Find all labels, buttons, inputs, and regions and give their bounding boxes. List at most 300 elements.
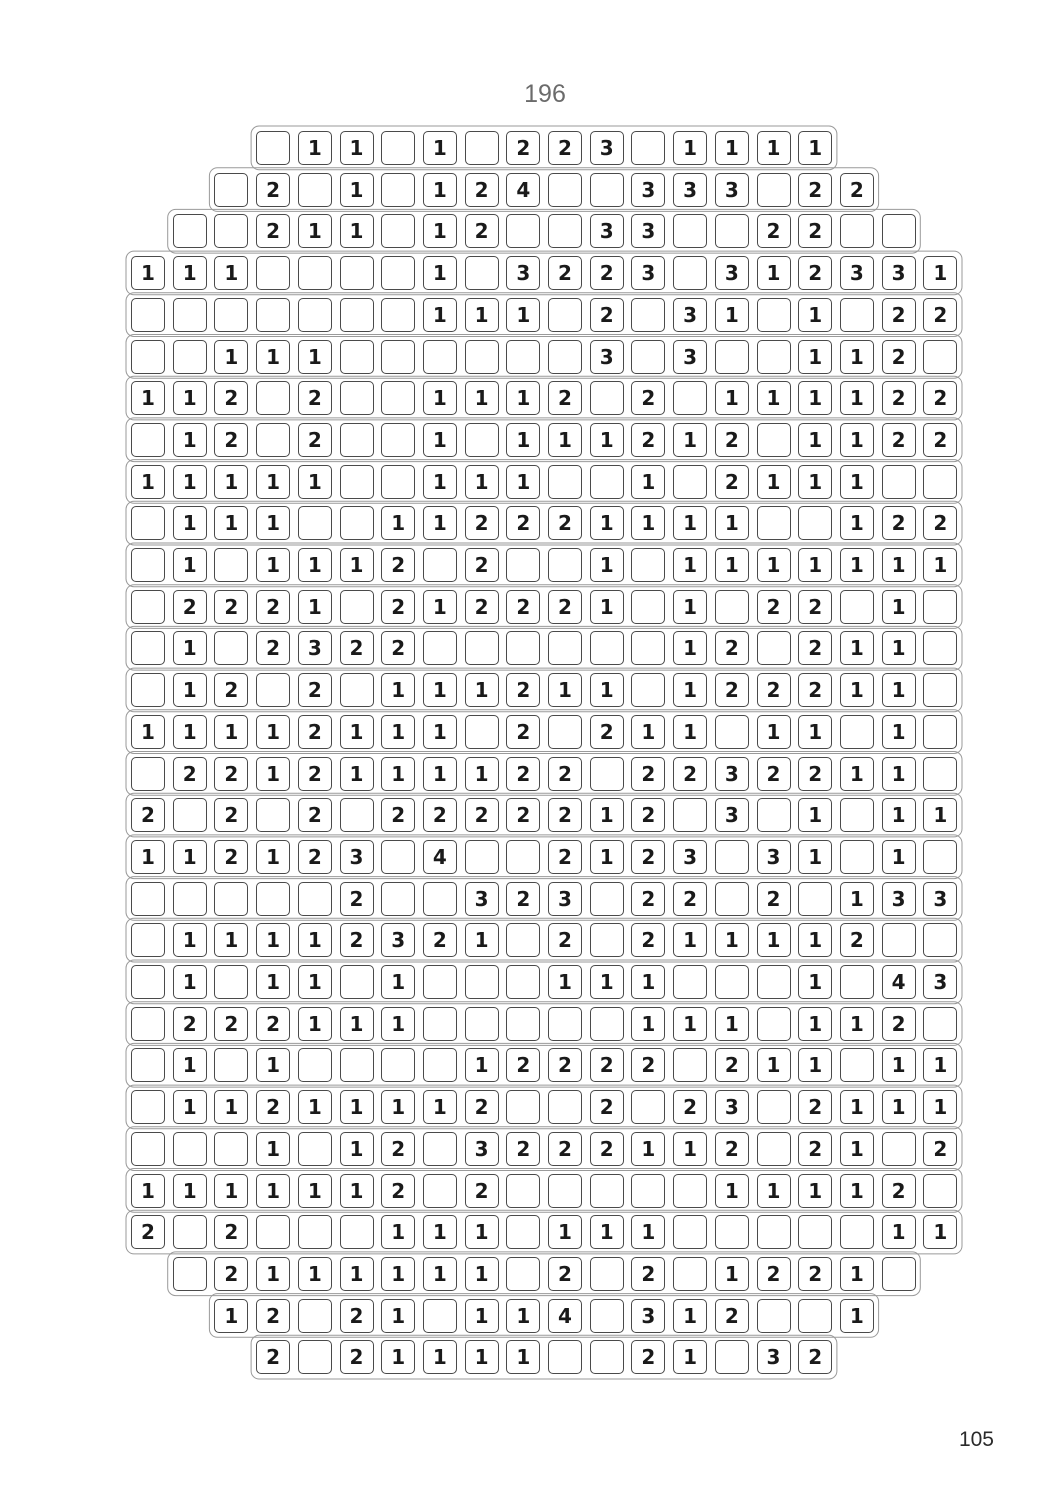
grid-cell[interactable]: 1 [381,757,415,791]
grid-cell[interactable]: 1 [715,1174,749,1208]
grid-cell[interactable]: 1 [423,298,457,332]
grid-cell[interactable]: 1 [340,131,374,165]
grid-cell[interactable]: 2 [757,1257,791,1291]
grid-cell[interactable]: 3 [715,173,749,207]
grid-cell[interactable] [506,923,540,957]
grid-cell[interactable]: 1 [423,256,457,290]
grid-cell[interactable]: 4 [548,1299,582,1333]
grid-cell[interactable]: 2 [715,465,749,499]
grid-cell[interactable]: 2 [506,131,540,165]
grid-cell[interactable]: 3 [882,256,916,290]
grid-cell[interactable]: 2 [256,631,290,665]
grid-cell[interactable]: 1 [214,506,248,540]
grid-cell[interactable]: 3 [631,1299,665,1333]
grid-cell[interactable] [423,631,457,665]
grid-cell[interactable] [214,1048,248,1082]
grid-cell[interactable] [340,506,374,540]
grid-cell[interactable] [590,882,624,916]
grid-cell[interactable] [673,1257,707,1291]
grid-cell[interactable]: 1 [423,173,457,207]
grid-cell[interactable]: 2 [465,590,499,624]
grid-cell[interactable]: 1 [631,506,665,540]
grid-cell[interactable]: 3 [715,757,749,791]
grid-cell[interactable]: 1 [673,631,707,665]
grid-cell[interactable] [923,465,957,499]
grid-cell[interactable]: 2 [631,798,665,832]
grid-cell[interactable] [256,256,290,290]
grid-cell[interactable]: 1 [381,1340,415,1374]
grid-cell[interactable]: 1 [381,673,415,707]
grid-cell[interactable]: 1 [631,1215,665,1249]
grid-cell[interactable]: 2 [757,673,791,707]
grid-cell[interactable]: 2 [757,882,791,916]
grid-cell[interactable]: 1 [631,965,665,999]
grid-cell[interactable]: 1 [465,1048,499,1082]
grid-cell[interactable] [673,965,707,999]
grid-cell[interactable] [590,1299,624,1333]
grid-cell[interactable] [256,423,290,457]
grid-cell[interactable]: 2 [798,673,832,707]
grid-cell[interactable] [715,882,749,916]
grid-cell[interactable] [631,1090,665,1124]
grid-cell[interactable]: 2 [757,214,791,248]
grid-cell[interactable]: 3 [840,256,874,290]
grid-cell[interactable]: 2 [381,590,415,624]
grid-cell[interactable] [381,256,415,290]
grid-cell[interactable]: 1 [673,548,707,582]
grid-cell[interactable] [590,1340,624,1374]
grid-cell[interactable] [923,1007,957,1041]
grid-cell[interactable]: 2 [340,923,374,957]
grid-cell[interactable] [548,340,582,374]
grid-cell[interactable] [131,1090,165,1124]
grid-cell[interactable]: 1 [548,965,582,999]
grid-cell[interactable] [757,798,791,832]
grid-cell[interactable] [673,1174,707,1208]
grid-cell[interactable]: 2 [298,757,332,791]
grid-cell[interactable]: 1 [465,1340,499,1374]
grid-cell[interactable] [631,673,665,707]
grid-cell[interactable] [214,882,248,916]
grid-cell[interactable] [923,715,957,749]
grid-cell[interactable]: 1 [298,965,332,999]
grid-cell[interactable]: 1 [673,923,707,957]
grid-cell[interactable]: 2 [298,381,332,415]
grid-cell[interactable]: 1 [340,214,374,248]
grid-cell[interactable]: 1 [882,798,916,832]
grid-cell[interactable]: 1 [173,256,207,290]
grid-cell[interactable]: 2 [923,381,957,415]
grid-cell[interactable]: 2 [757,590,791,624]
grid-cell[interactable]: 2 [381,631,415,665]
grid-cell[interactable] [631,298,665,332]
grid-cell[interactable]: 2 [381,1174,415,1208]
grid-cell[interactable]: 1 [256,1048,290,1082]
grid-cell[interactable] [798,1299,832,1333]
grid-cell[interactable]: 1 [673,423,707,457]
grid-cell[interactable]: 2 [798,757,832,791]
grid-cell[interactable] [840,965,874,999]
grid-cell[interactable]: 2 [298,673,332,707]
grid-cell[interactable]: 3 [715,1090,749,1124]
grid-cell[interactable]: 1 [173,465,207,499]
grid-cell[interactable] [173,798,207,832]
grid-cell[interactable] [423,1132,457,1166]
grid-cell[interactable]: 2 [798,590,832,624]
grid-cell[interactable] [256,798,290,832]
grid-cell[interactable]: 1 [798,1174,832,1208]
grid-cell[interactable]: 3 [506,256,540,290]
grid-cell[interactable] [298,882,332,916]
grid-cell[interactable]: 2 [631,1048,665,1082]
grid-cell[interactable] [340,673,374,707]
grid-cell[interactable] [506,548,540,582]
grid-cell[interactable] [923,923,957,957]
grid-cell[interactable] [381,840,415,874]
grid-cell[interactable]: 1 [757,923,791,957]
grid-cell[interactable] [548,1340,582,1374]
grid-cell[interactable]: 2 [173,1007,207,1041]
grid-cell[interactable]: 3 [715,256,749,290]
grid-cell[interactable] [381,1048,415,1082]
grid-cell[interactable]: 2 [506,1048,540,1082]
grid-cell[interactable]: 1 [882,590,916,624]
grid-cell[interactable] [798,506,832,540]
grid-cell[interactable]: 3 [631,256,665,290]
grid-cell[interactable] [173,1215,207,1249]
grid-cell[interactable]: 1 [506,1299,540,1333]
grid-cell[interactable] [298,1340,332,1374]
grid-cell[interactable]: 1 [798,798,832,832]
grid-cell[interactable] [590,1257,624,1291]
grid-cell[interactable]: 1 [882,757,916,791]
grid-cell[interactable] [256,298,290,332]
grid-cell[interactable]: 1 [882,1090,916,1124]
grid-cell[interactable]: 1 [423,214,457,248]
grid-cell[interactable]: 1 [423,1340,457,1374]
grid-cell[interactable]: 2 [131,1215,165,1249]
grid-cell[interactable] [506,1215,540,1249]
grid-cell[interactable]: 1 [423,1090,457,1124]
grid-cell[interactable]: 1 [173,548,207,582]
grid-cell[interactable]: 1 [173,673,207,707]
grid-cell[interactable]: 1 [840,1132,874,1166]
grid-cell[interactable]: 2 [214,757,248,791]
grid-cell[interactable]: 1 [840,1090,874,1124]
grid-cell[interactable] [631,590,665,624]
grid-cell[interactable]: 2 [548,798,582,832]
grid-cell[interactable]: 2 [882,340,916,374]
grid-cell[interactable]: 1 [548,423,582,457]
grid-cell[interactable] [131,1132,165,1166]
grid-cell[interactable]: 2 [506,882,540,916]
grid-cell[interactable] [715,965,749,999]
grid-cell[interactable]: 1 [757,465,791,499]
grid-cell[interactable]: 1 [173,423,207,457]
grid-cell[interactable]: 2 [882,506,916,540]
grid-cell[interactable]: 1 [840,506,874,540]
grid-cell[interactable]: 3 [381,923,415,957]
grid-cell[interactable]: 3 [673,173,707,207]
grid-cell[interactable]: 1 [131,256,165,290]
grid-cell[interactable]: 1 [590,673,624,707]
grid-cell[interactable]: 1 [757,548,791,582]
grid-cell[interactable]: 2 [673,757,707,791]
grid-cell[interactable]: 2 [214,381,248,415]
grid-cell[interactable] [715,840,749,874]
grid-cell[interactable]: 1 [214,256,248,290]
grid-cell[interactable]: 1 [256,840,290,874]
grid-cell[interactable]: 1 [256,548,290,582]
grid-cell[interactable]: 1 [506,298,540,332]
grid-cell[interactable]: 1 [465,381,499,415]
grid-cell[interactable]: 1 [840,673,874,707]
grid-cell[interactable]: 3 [882,882,916,916]
grid-cell[interactable] [256,1215,290,1249]
grid-cell[interactable] [548,214,582,248]
grid-cell[interactable]: 1 [840,1257,874,1291]
grid-cell[interactable]: 3 [923,882,957,916]
grid-cell[interactable]: 1 [715,1257,749,1291]
grid-cell[interactable] [340,590,374,624]
grid-cell[interactable]: 1 [798,298,832,332]
grid-cell[interactable]: 3 [673,340,707,374]
grid-cell[interactable]: 2 [465,1174,499,1208]
grid-cell[interactable] [298,506,332,540]
grid-cell[interactable] [381,423,415,457]
grid-cell[interactable]: 2 [340,631,374,665]
grid-cell[interactable]: 1 [715,923,749,957]
grid-cell[interactable]: 1 [548,1215,582,1249]
grid-cell[interactable]: 3 [715,798,749,832]
grid-cell[interactable] [340,1215,374,1249]
grid-cell[interactable]: 1 [131,381,165,415]
grid-cell[interactable]: 1 [506,1340,540,1374]
grid-cell[interactable]: 1 [923,1048,957,1082]
grid-cell[interactable] [923,840,957,874]
grid-cell[interactable] [673,1215,707,1249]
grid-cell[interactable]: 3 [757,840,791,874]
grid-cell[interactable]: 3 [590,131,624,165]
grid-cell[interactable] [423,548,457,582]
grid-cell[interactable]: 2 [256,214,290,248]
grid-cell[interactable]: 1 [715,298,749,332]
grid-cell[interactable] [840,798,874,832]
grid-cell[interactable] [757,506,791,540]
grid-cell[interactable]: 2 [631,757,665,791]
grid-cell[interactable]: 1 [173,1090,207,1124]
grid-cell[interactable]: 1 [715,381,749,415]
grid-cell[interactable] [131,506,165,540]
grid-cell[interactable] [882,1132,916,1166]
grid-cell[interactable] [465,1007,499,1041]
grid-cell[interactable] [298,298,332,332]
grid-cell[interactable]: 1 [798,923,832,957]
grid-cell[interactable]: 1 [590,506,624,540]
grid-cell[interactable]: 1 [381,1299,415,1333]
grid-cell[interactable] [548,1007,582,1041]
grid-cell[interactable] [631,340,665,374]
grid-cell[interactable]: 1 [798,131,832,165]
grid-cell[interactable]: 1 [798,381,832,415]
grid-cell[interactable]: 1 [840,1007,874,1041]
grid-cell[interactable] [131,1007,165,1041]
grid-cell[interactable] [715,715,749,749]
grid-cell[interactable] [757,298,791,332]
grid-cell[interactable]: 2 [506,715,540,749]
grid-cell[interactable] [131,882,165,916]
grid-cell[interactable]: 2 [465,173,499,207]
grid-cell[interactable]: 1 [173,506,207,540]
grid-cell[interactable]: 1 [298,590,332,624]
grid-cell[interactable]: 2 [798,256,832,290]
grid-cell[interactable]: 1 [423,131,457,165]
grid-cell[interactable]: 1 [548,673,582,707]
grid-cell[interactable]: 2 [256,1090,290,1124]
grid-cell[interactable]: 1 [256,340,290,374]
grid-cell[interactable] [423,1048,457,1082]
grid-cell[interactable]: 2 [882,381,916,415]
grid-cell[interactable]: 1 [465,923,499,957]
grid-cell[interactable]: 1 [757,1048,791,1082]
grid-cell[interactable]: 1 [214,465,248,499]
grid-cell[interactable]: 1 [173,715,207,749]
grid-cell[interactable]: 1 [256,923,290,957]
grid-cell[interactable] [757,631,791,665]
grid-cell[interactable]: 2 [173,757,207,791]
grid-cell[interactable] [590,1007,624,1041]
grid-cell[interactable]: 1 [840,381,874,415]
grid-cell[interactable]: 1 [423,465,457,499]
grid-cell[interactable]: 1 [298,923,332,957]
grid-cell[interactable] [840,1048,874,1082]
grid-cell[interactable]: 2 [214,1257,248,1291]
grid-cell[interactable] [381,381,415,415]
grid-cell[interactable]: 2 [590,298,624,332]
grid-cell[interactable]: 1 [423,673,457,707]
grid-cell[interactable]: 2 [256,1299,290,1333]
grid-cell[interactable] [757,1299,791,1333]
grid-cell[interactable] [840,298,874,332]
grid-cell[interactable]: 1 [465,465,499,499]
grid-cell[interactable]: 1 [506,423,540,457]
grid-cell[interactable] [506,1090,540,1124]
grid-cell[interactable]: 1 [173,381,207,415]
grid-cell[interactable]: 2 [882,1007,916,1041]
grid-cell[interactable]: 2 [256,1007,290,1041]
grid-cell[interactable]: 2 [923,298,957,332]
grid-cell[interactable] [298,1048,332,1082]
grid-cell[interactable] [757,1132,791,1166]
grid-cell[interactable] [673,256,707,290]
grid-cell[interactable]: 1 [673,590,707,624]
grid-cell[interactable] [757,1007,791,1041]
grid-cell[interactable]: 1 [381,1257,415,1291]
grid-cell[interactable]: 2 [256,173,290,207]
grid-cell[interactable]: 2 [173,590,207,624]
grid-cell[interactable] [715,340,749,374]
grid-cell[interactable] [381,173,415,207]
grid-cell[interactable] [590,173,624,207]
grid-cell[interactable]: 2 [548,381,582,415]
grid-cell[interactable]: 2 [631,1340,665,1374]
grid-cell[interactable]: 2 [548,757,582,791]
grid-cell[interactable]: 2 [715,1132,749,1166]
grid-cell[interactable]: 1 [798,423,832,457]
grid-cell[interactable]: 3 [757,1340,791,1374]
grid-cell[interactable] [923,673,957,707]
grid-cell[interactable]: 1 [256,506,290,540]
grid-cell[interactable] [173,340,207,374]
grid-cell[interactable] [381,882,415,916]
grid-cell[interactable] [381,340,415,374]
grid-cell[interactable]: 1 [631,1132,665,1166]
grid-cell[interactable]: 2 [715,1299,749,1333]
grid-cell[interactable]: 2 [214,1007,248,1041]
grid-cell[interactable]: 3 [298,631,332,665]
grid-cell[interactable] [256,673,290,707]
grid-cell[interactable]: 1 [340,715,374,749]
grid-cell[interactable] [465,715,499,749]
grid-cell[interactable] [673,1048,707,1082]
grid-cell[interactable] [298,1132,332,1166]
grid-cell[interactable]: 2 [590,715,624,749]
grid-cell[interactable] [173,298,207,332]
grid-cell[interactable] [298,256,332,290]
grid-cell[interactable] [840,590,874,624]
grid-cell[interactable]: 1 [298,1257,332,1291]
grid-cell[interactable]: 1 [882,840,916,874]
grid-cell[interactable] [548,465,582,499]
grid-cell[interactable] [757,965,791,999]
grid-cell[interactable] [131,923,165,957]
grid-cell[interactable]: 1 [298,340,332,374]
grid-cell[interactable] [340,340,374,374]
grid-cell[interactable]: 1 [923,1090,957,1124]
grid-cell[interactable]: 1 [423,381,457,415]
grid-cell[interactable]: 1 [923,548,957,582]
grid-cell[interactable]: 1 [923,798,957,832]
grid-cell[interactable]: 1 [381,506,415,540]
grid-cell[interactable]: 2 [423,923,457,957]
grid-cell[interactable]: 2 [548,131,582,165]
grid-cell[interactable]: 1 [840,548,874,582]
grid-cell[interactable] [590,631,624,665]
grid-cell[interactable] [381,298,415,332]
grid-cell[interactable]: 2 [798,1340,832,1374]
grid-cell[interactable]: 1 [798,548,832,582]
grid-cell[interactable]: 1 [298,131,332,165]
grid-cell[interactable]: 1 [757,131,791,165]
grid-cell[interactable]: 3 [673,840,707,874]
grid-cell[interactable] [548,173,582,207]
grid-cell[interactable] [757,340,791,374]
grid-cell[interactable] [673,214,707,248]
grid-cell[interactable] [506,1174,540,1208]
grid-cell[interactable]: 2 [214,673,248,707]
grid-cell[interactable] [423,340,457,374]
grid-cell[interactable]: 2 [548,1132,582,1166]
grid-cell[interactable]: 1 [340,173,374,207]
grid-cell[interactable] [923,590,957,624]
grid-cell[interactable]: 1 [590,798,624,832]
grid-cell[interactable]: 1 [923,1215,957,1249]
grid-cell[interactable]: 1 [298,1090,332,1124]
grid-cell[interactable]: 1 [298,1007,332,1041]
grid-cell[interactable]: 1 [506,381,540,415]
grid-cell[interactable]: 1 [590,1215,624,1249]
grid-cell[interactable] [590,1174,624,1208]
